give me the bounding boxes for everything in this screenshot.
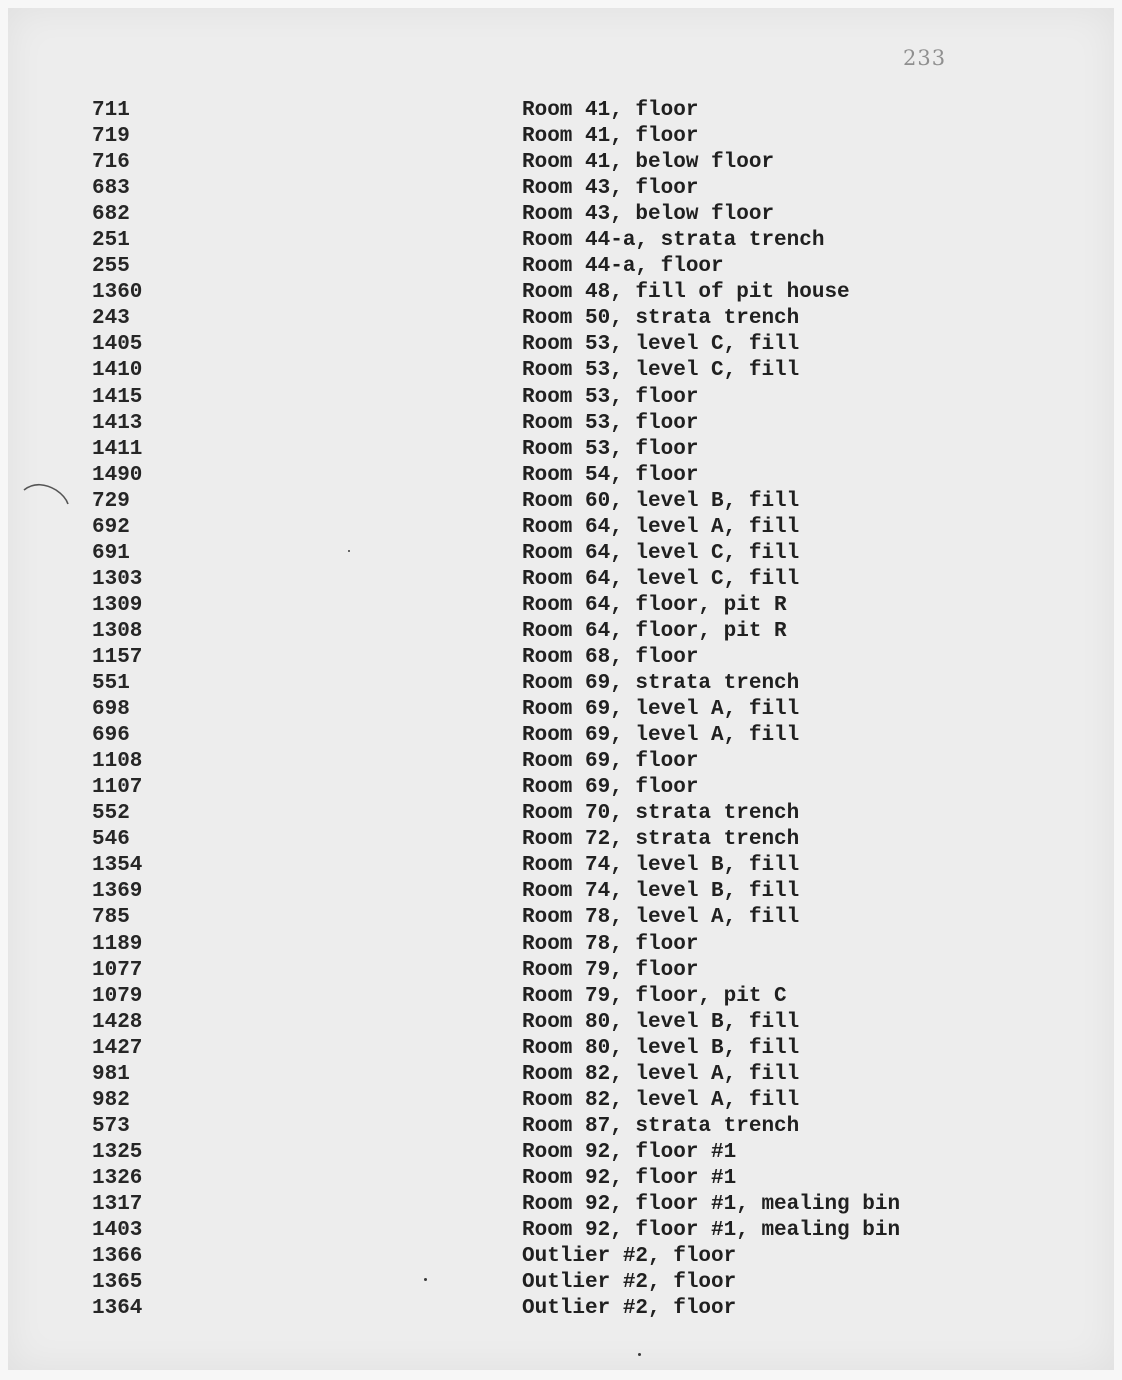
provenience-description: Room 69, level A, fill [522,724,800,748]
provenience-description: Room 41, floor [522,99,699,122]
provenience-description: Outlier #2, floor [522,1245,737,1269]
provenience-description: Outlier #2, floor [522,1271,737,1295]
specimen-number: 551 [92,672,130,696]
specimen-number: 573 [92,1114,130,1138]
specimen-number: 1108 [92,750,143,774]
specimen-number: 1157 [92,645,143,669]
provenience-description: Room 44-a, floor [522,255,724,279]
list-item [8,905,1114,931]
list-item [8,358,1114,384]
provenience-description: Room 53, floor [522,437,699,461]
list-item [8,619,1114,645]
specimen-number: 1077 [92,958,143,982]
specimen-number: 1403 [92,1219,143,1243]
specimen-number: 982 [92,1088,130,1112]
list-item [8,385,1114,411]
provenience-description: Room 82, level A, fill [522,1062,800,1086]
typed-page [8,8,1114,1370]
page-number: 233 [903,46,947,70]
specimen-number: 1415 [92,385,143,409]
provenience-description: Room 78, floor [522,932,699,956]
specimen-number: 719 [92,125,130,149]
list-item [8,489,1114,515]
specimen-number: 1325 [92,1140,143,1164]
list-item [8,1114,1114,1140]
specimen-number: 696 [92,724,130,748]
provenience-description: Room 74, level B, fill [522,854,800,878]
list-item [8,827,1114,853]
provenience-description: Room 82, level A, fill [522,1088,800,1112]
list-item [8,150,1114,176]
list-item [8,671,1114,697]
specimen-number: 1317 [92,1192,143,1216]
specimen-list [8,98,1114,1322]
provenience-description: Room 78, level A, fill [522,906,800,930]
provenience-description: Room 53, level C, fill [522,359,800,383]
specimen-number: 729 [92,489,130,513]
list-item [8,541,1114,567]
specimen-number: 981 [92,1062,130,1086]
specimen-number: 255 [92,255,130,279]
provenience-description: Room 79, floor [522,958,699,982]
provenience-description: Room 69, strata trench [522,672,800,696]
list-item [8,567,1114,593]
list-item [8,176,1114,202]
list-item [8,1192,1114,1218]
list-item [8,723,1114,749]
provenience-description: Room 74, level B, fill [522,880,800,904]
specimen-number: 1490 [92,463,143,487]
list-item [8,515,1114,541]
specimen-number: 1405 [92,333,143,357]
specimen-number: 552 [92,802,130,826]
provenience-description: Room 41, floor [522,125,699,149]
specimen-number: 1107 [92,776,143,800]
specimen-number: 1366 [92,1245,143,1269]
provenience-description: Outlier #2, floor [522,1297,737,1321]
specimen-number: 1326 [92,1166,143,1190]
provenience-description: Room 50, strata trench [522,307,800,331]
provenience-description: Room 64, level C, fill [522,567,800,591]
specimen-number: 1189 [92,932,143,956]
specimen-number: 1303 [92,567,143,591]
specimen-number: 1079 [92,984,143,1008]
specimen-number: 1354 [92,854,143,878]
provenience-description: Room 53, level C, fill [522,333,800,357]
provenience-description: Room 69, floor [522,776,699,800]
list-item [8,1088,1114,1114]
specimen-number: 785 [92,906,130,930]
list-item [8,645,1114,671]
list-item [8,1218,1114,1244]
list-item [8,697,1114,723]
specimen-number: 1360 [92,281,143,305]
list-item [8,1244,1114,1270]
provenience-description: Room 70, strata trench [522,802,800,826]
provenience-description: Room 79, floor, pit C [522,984,787,1008]
list-item [8,228,1114,254]
specimen-number: 683 [92,177,130,201]
list-item [8,1166,1114,1192]
list-item [8,749,1114,775]
provenience-description: Room 92, floor #1 [522,1166,737,1190]
list-item [8,124,1114,150]
list-item [8,1010,1114,1036]
specimen-number: 243 [92,307,130,331]
list-item [8,202,1114,228]
list-item [8,332,1114,358]
list-item [8,306,1114,332]
list-item [8,98,1114,124]
list-item [8,411,1114,437]
specimen-number: 1410 [92,359,143,383]
provenience-description: Room 54, floor [522,463,699,487]
provenience-description: Room 69, floor [522,750,699,774]
list-item [8,801,1114,827]
list-item [8,463,1114,489]
provenience-description: Room 68, floor [522,645,699,669]
specimen-number: 692 [92,515,130,539]
list-item [8,280,1114,306]
list-item [8,1296,1114,1322]
list-item [8,593,1114,619]
provenience-description: Room 64, floor, pit R [522,593,787,617]
provenience-description: Room 43, floor [522,177,699,201]
specimen-number: 682 [92,203,130,227]
specimen-number: 251 [92,229,130,253]
provenience-description: Room 43, below floor [522,203,775,227]
specimen-number: 546 [92,828,130,852]
specimen-number: 1365 [92,1271,143,1295]
specimen-number: 1309 [92,593,143,617]
provenience-description: Room 92, floor #1 [522,1140,737,1164]
list-item [8,1062,1114,1088]
specimen-number: 1369 [92,880,143,904]
specimen-number: 711 [92,99,130,122]
provenience-description: Room 53, floor [522,385,699,409]
list-item [8,958,1114,984]
specimen-number: 698 [92,698,130,722]
list-item [8,853,1114,879]
provenience-description: Room 80, level B, fill [522,1010,800,1034]
paper-speck [348,550,350,552]
paper-speck [424,1278,427,1281]
provenience-description: Room 48, fill of pit house [522,281,850,305]
list-item [8,775,1114,801]
provenience-description: Room 69, level A, fill [522,698,800,722]
provenience-description: Room 64, floor, pit R [522,619,787,643]
list-item [8,984,1114,1010]
provenience-description: Room 92, floor #1, mealing bin [522,1219,901,1243]
provenience-description: Room 41, below floor [522,151,775,175]
provenience-description: Room 44-a, strata trench [522,229,825,253]
specimen-number: 1364 [92,1297,143,1321]
provenience-description: Room 64, level A, fill [522,515,800,539]
specimen-number: 1413 [92,411,143,435]
specimen-number: 716 [92,151,130,175]
provenience-description: Room 92, floor #1, mealing bin [522,1192,901,1216]
paper-speck [638,1353,641,1356]
specimen-number: 691 [92,541,130,565]
specimen-number: 1428 [92,1010,143,1034]
list-item [8,879,1114,905]
provenience-description: Room 60, level B, fill [522,489,800,513]
specimen-number: 1427 [92,1036,143,1060]
provenience-description: Room 53, floor [522,411,699,435]
list-item [8,1140,1114,1166]
specimen-number: 1308 [92,619,143,643]
provenience-description: Room 87, strata trench [522,1114,800,1138]
provenience-description: Room 64, level C, fill [522,541,800,565]
provenience-description: Room 80, level B, fill [522,1036,800,1060]
list-item [8,254,1114,280]
list-item [8,932,1114,958]
specimen-number: 1411 [92,437,143,461]
list-item [8,1036,1114,1062]
list-item [8,437,1114,463]
provenience-description: Room 72, strata trench [522,828,800,852]
list-item [8,1270,1114,1296]
